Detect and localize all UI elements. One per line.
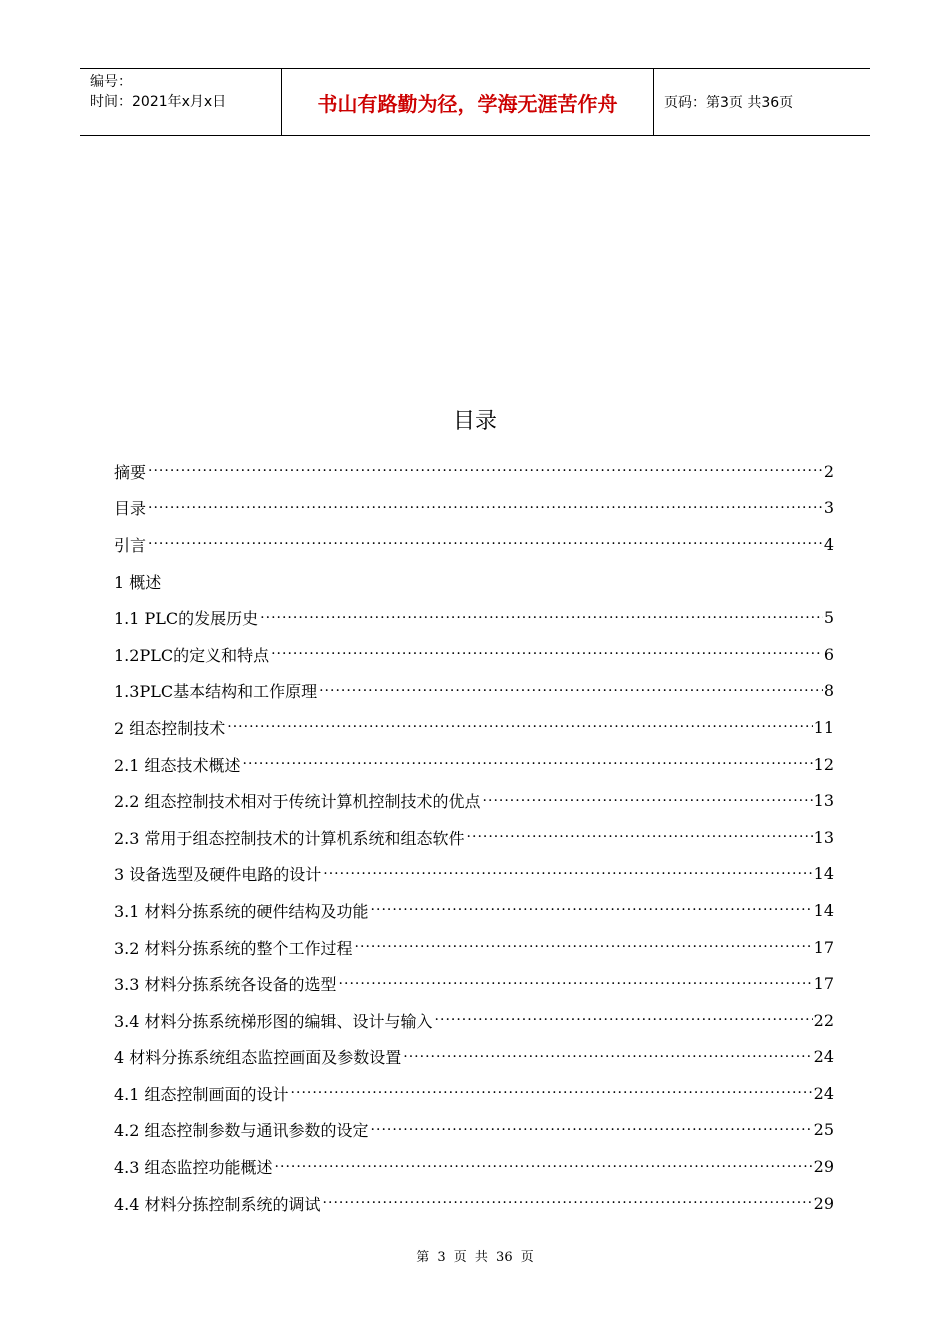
toc-leader-dots [403, 1049, 812, 1065]
number-label: 编号： [90, 74, 132, 90]
toc-entry-page: 29 [813, 1157, 834, 1177]
toc-leader-dots [467, 829, 813, 845]
toc-entry-label: 1.2PLC的定义和特点 [114, 645, 270, 665]
toc-entry-page: 2 [823, 461, 834, 481]
toc-entry-page: 3 [823, 498, 834, 518]
toc-entry[interactable] [114, 892, 834, 929]
toc-leader-dots [148, 536, 823, 552]
toc-entry-page: 8 [823, 681, 834, 701]
date-label: 时间：2021年x月x日 [90, 94, 227, 110]
toc-entry[interactable] [114, 563, 834, 600]
toc-leader-dots [271, 646, 823, 662]
toc-entry[interactable] [114, 929, 834, 966]
toc-entry-label: 4.1 组态控制画面的设计 [114, 1084, 289, 1104]
toc-entry-label: 2.2 组态控制技术相对于传统计算机控制技术的优点 [114, 792, 481, 812]
toc-entry-page: 11 [813, 717, 834, 737]
toc-leader-dots [227, 719, 812, 735]
toc-entry-label: 摘要 [114, 462, 147, 482]
toc-entry[interactable] [114, 1075, 834, 1112]
toc-entry[interactable] [114, 856, 834, 893]
toc-leader-dots [148, 463, 823, 479]
toc-entry[interactable] [114, 965, 834, 1002]
toc-entry[interactable] [114, 709, 834, 746]
toc-entry[interactable] [114, 673, 834, 710]
header-page-info: 页码：第3页 共36页 [664, 95, 794, 111]
toc-entry[interactable] [114, 526, 834, 563]
toc-entry-label: 2.3 常用于组态控制技术的计算机系统和组态软件 [114, 828, 465, 848]
toc-entry-page: 17 [813, 974, 834, 994]
toc-leader-dots [371, 902, 813, 918]
toc-entry-label: 3.2 材料分拣系统的整个工作过程 [114, 938, 353, 958]
table-of-contents [114, 453, 834, 1221]
toc-leader-dots [339, 976, 813, 992]
toc-entry[interactable] [114, 490, 834, 527]
toc-entry[interactable] [114, 1002, 834, 1039]
toc-entry-label: 目录 [114, 499, 147, 519]
toc-leader-dots [243, 756, 813, 772]
toc-entry-label: 1 概述 [114, 572, 162, 592]
toc-entry-label: 4.4 材料分拣控制系统的调试 [114, 1194, 321, 1214]
toc-entry[interactable] [114, 599, 834, 636]
toc-entry-label: 4.3 组态监控功能概述 [114, 1158, 273, 1178]
toc-leader-dots [323, 866, 812, 882]
toc-entry-label: 4 材料分拣系统组态监控画面及参数设置 [114, 1048, 402, 1068]
toc-entry-label: 2.1 组态技术概述 [114, 755, 241, 775]
toc-leader-dots [355, 939, 813, 955]
toc-leader-dots [323, 1195, 813, 1211]
toc-entry[interactable] [114, 636, 834, 673]
toc-entry[interactable] [114, 1185, 834, 1222]
toc-entry-label: 1.3PLC基本结构和工作原理 [114, 682, 318, 702]
toc-title: 目录 [452, 409, 497, 434]
toc-entry-page: 4 [823, 534, 834, 554]
toc-entry-page: 14 [813, 864, 834, 884]
header-meta [80, 69, 282, 135]
toc-entry-label: 3 设备选型及硬件电路的设计 [114, 865, 322, 885]
toc-entry-page: 5 [823, 608, 834, 628]
toc-entry[interactable] [114, 453, 834, 490]
toc-entry-page: 24 [813, 1083, 834, 1103]
toc-entry[interactable] [114, 1039, 834, 1076]
toc-entry-label: 3.4 材料分拣系统梯形图的编辑、设计与输入 [114, 1011, 433, 1031]
toc-leader-dots [371, 1122, 813, 1138]
toc-leader-dots [291, 1085, 813, 1101]
toc-entry-page: 14 [813, 900, 834, 920]
toc-entry-label: 引言 [114, 535, 147, 555]
toc-entry-label: 2 组态控制技术 [114, 718, 226, 738]
toc-entry-page: 24 [813, 1047, 834, 1067]
page-header [80, 68, 870, 136]
header-motto: 书山有路勤为径，学海无涯苦作舟 [282, 69, 654, 135]
toc-leader-dots [483, 793, 813, 809]
toc-entry-page: 29 [813, 1193, 834, 1213]
toc-entry-page: 17 [813, 937, 834, 957]
toc-entry[interactable] [114, 782, 834, 819]
toc-entry-page: 13 [813, 791, 834, 811]
toc-entry-label: 3.3 材料分拣系统各设备的选型 [114, 975, 337, 995]
toc-leader-dots [275, 1159, 813, 1175]
toc-entry-label: 3.1 材料分拣系统的硬件结构及功能 [114, 901, 369, 921]
toc-entry-page: 22 [813, 1010, 834, 1030]
toc-entry[interactable] [114, 819, 834, 856]
toc-entry-label: 4.2 组态控制参数与通讯参数的设定 [114, 1121, 369, 1141]
toc-entry-page: 25 [813, 1120, 834, 1140]
toc-leader-dots [148, 500, 823, 516]
toc-entry[interactable] [114, 1112, 834, 1149]
toc-entry-label: 1.1 PLC的发展历史 [114, 609, 259, 629]
toc-entry[interactable] [114, 1148, 834, 1185]
toc-entry-page: 13 [813, 827, 834, 847]
toc-entry-page: 6 [823, 644, 834, 664]
toc-entry[interactable] [114, 746, 834, 783]
toc-leader-dots [319, 683, 823, 699]
toc-leader-dots [435, 1012, 813, 1028]
page-footer: 第 3 页 共 36 页 [416, 1250, 534, 1265]
toc-leader-dots [260, 610, 823, 626]
toc-entry-page: 12 [813, 754, 834, 774]
